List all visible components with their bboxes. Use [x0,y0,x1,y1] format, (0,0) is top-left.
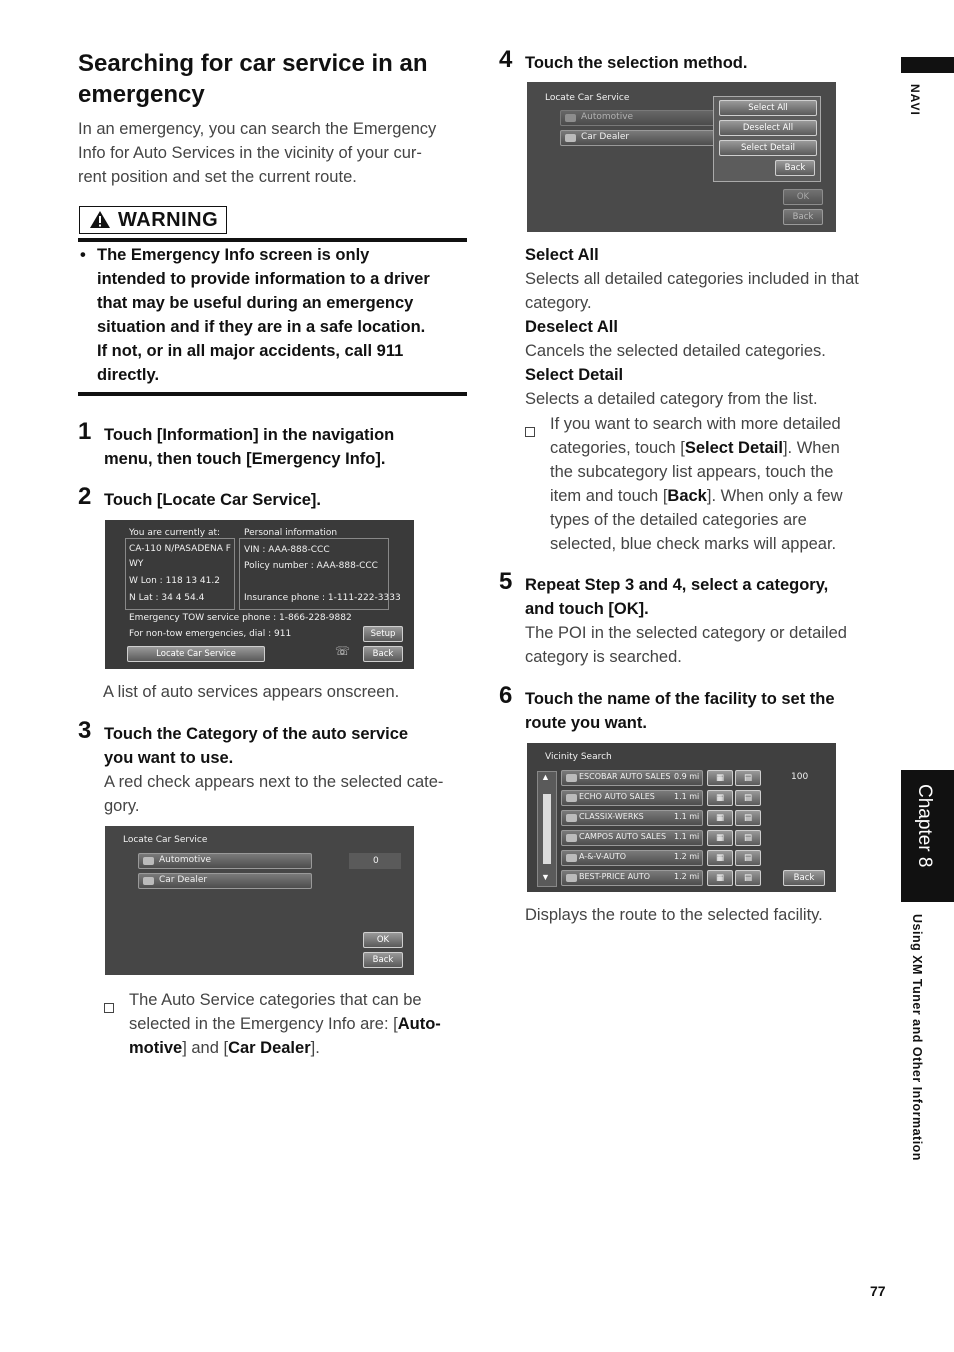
facility-row[interactable]: ESCOBAR AUTO SALES 0.9 mi [561,770,703,786]
car-icon [566,854,577,862]
selection-options: Select All Selects all detailed categories included in that category. Deselect All Cancels the selected detailed categories. Select Detail Selects a detailed category from the list. [525,243,895,411]
step-2-result: A list of auto services appears onscreen. [103,683,400,701]
option-title: Select All [525,246,599,264]
step-5-text: Repeat Step 3 and 4, select a category, and touch [OK]. [525,576,829,618]
category-item-automotive[interactable]: Automotive [560,110,722,126]
info-icon: ▤ [743,833,753,843]
deselect-all-button[interactable]: Deselect All [719,120,817,136]
step-number: 2 [78,483,92,510]
back-button[interactable]: Back [775,160,815,176]
step-5-description: The POI in the selected category or detailed category is searched. [525,624,847,666]
info-icon: ▤ [743,773,753,783]
back-button[interactable]: Back [783,870,825,886]
selection-method-screenshot: Locate Car Service Automotive Car Dealer Select All Deselect All Select Detail Back OK Back [527,82,836,232]
info-icon: ▤ [743,813,753,823]
page-number: 77 [870,1283,886,1299]
navi-label: NAVI [908,84,922,116]
step-number: 3 [78,717,92,744]
ok-button[interactable]: OK [363,932,403,948]
back-button-lower[interactable]: Back [783,209,823,225]
phone-icon: ☏ [335,644,351,658]
facility-row[interactable]: BEST-PRICE AUTO 1.2 mi [561,870,703,886]
chapter-tab [901,770,954,902]
info-icon: ▤ [743,873,753,883]
select-detail-button[interactable]: Select Detail [719,140,817,156]
scrollbar[interactable] [537,771,557,887]
warning-triangle-icon [89,210,111,229]
warning-bottom-rule [78,392,467,396]
info-icon: ▤ [743,853,753,863]
back-button[interactable]: Back [363,952,403,968]
bullet-icon: • [80,246,86,264]
facility-row[interactable]: CLASSIX-WERKS 1.1 mi [561,810,703,826]
warning-label: WARNING [118,209,219,231]
vicinity-search-screenshot: Vicinity Search ▲ ▼ ESCOBAR AUTO SALES 0.9 mi ▦ ▤ ECHO AUTO SALES 1.1 mi ▦ ▤ CLASSIX-WERKS 1.1 mi ▦ ▤ CAMPOS AUTO SALES 1.1 mi ▦ ▤ A-&-V-AUTO 1.2 mi ▦ ▤ BEST-PRICE AUTO 1.2 mi ▦ ▤ 100 Back [527,743,836,892]
warning-top-rule [78,238,467,242]
map-button[interactable] [707,850,733,866]
map-icon: ▦ [715,853,725,863]
select-all-button[interactable]: Select All [719,100,817,116]
scroll-thumb[interactable] [543,794,551,864]
map-icon: ▦ [715,773,725,783]
car-icon [566,814,577,822]
map-icon: ▦ [715,793,725,803]
info-icon: ▤ [743,793,753,803]
step-3-description: A red check appears next to the selected cate- gory. [104,773,444,815]
ok-button[interactable]: OK [783,189,823,205]
map-button[interactable] [707,770,733,786]
step-number: 1 [78,418,92,445]
map-icon: ▦ [715,813,725,823]
navi-tab-bar [901,57,954,73]
map-button[interactable] [707,830,733,846]
map-icon: ▦ [715,873,725,883]
step-3-text: Touch the Category of the auto service you want to use. [104,725,409,767]
facility-row[interactable]: CAMPOS AUTO SALES 1.1 mi [561,830,703,846]
car-icon [566,834,577,842]
option-title: Select Detail [525,366,624,384]
step-number: 5 [499,568,513,595]
info-button[interactable] [735,830,761,846]
info-button[interactable] [735,810,761,826]
locate-car-service-button[interactable]: Locate Car Service [127,646,265,662]
map-icon: ▦ [715,833,725,843]
chapter-label: Chapter 8 [914,784,935,868]
map-button[interactable] [707,790,733,806]
category-item-automotive[interactable]: Automotive [138,853,312,869]
setup-button[interactable]: Setup [363,626,403,642]
car-icon [565,134,576,142]
emergency-info-screenshot: You are currently at: CA-110 N/PASADENA F WY W Lon : 118 13 41.2 N Lat : 34 4 54.4 Personal information VIN : AAA-888-CCC Policy number : AAA-888-CCC Insurance phone : 1-111-222-3333 Emergency TOW service phone : 1-866-228-9882 For non-tow emergencies, dial : 911 Locate Car Service ☏ Setup Back [105,520,414,669]
facility-row[interactable]: ECHO AUTO SALES 1.1 mi [561,790,703,806]
note-box-icon [104,1003,114,1013]
info-button[interactable] [735,770,761,786]
step-4-text: Touch the selection method. [525,54,748,72]
map-button[interactable] [707,810,733,826]
note-box-icon [525,427,535,437]
back-button[interactable]: Back [363,646,403,662]
option-title: Deselect All [525,318,618,336]
intro-paragraph: In an emergency, you can search the Emergency Info for Auto Services in the vicinity of your cur- rent position and set the current route. [78,120,437,186]
map-button[interactable] [707,870,733,886]
section-title: Searching for car service in an emergency [78,50,428,108]
step-number: 4 [499,46,513,73]
facility-row[interactable]: A-&-V-AUTO 1.2 mi [561,850,703,866]
car-icon [143,877,154,885]
car-icon [565,114,576,122]
warning-badge [79,206,227,234]
step-6-result: Displays the route to the selected facility. [525,906,823,924]
car-icon [566,874,577,882]
info-button[interactable] [735,870,761,886]
step-6-text: Touch the name of the facility to set the route you want. [525,690,835,732]
step-number: 6 [499,682,513,709]
car-icon [143,857,154,865]
info-button[interactable] [735,850,761,866]
step-2-text: Touch [Locate Car Service]. [104,491,322,509]
car-icon [566,774,577,782]
category-item-car-dealer[interactable]: Car Dealer [560,130,722,146]
scroll-down-icon[interactable]: ▼ [541,872,550,882]
car-icon [566,794,577,802]
category-item-car-dealer[interactable]: Car Dealer [138,873,312,889]
scroll-up-icon[interactable]: ▲ [541,772,550,782]
info-button[interactable] [735,790,761,806]
category-screenshot: Locate Car Service Automotive Car Dealer 0 OK Back [105,826,414,975]
step-1-text: Touch [Information] in the navigation menu, then touch [Emergency Info]. [104,426,395,468]
section-side-label: Using XM Tuner and Other Information [910,914,924,1161]
